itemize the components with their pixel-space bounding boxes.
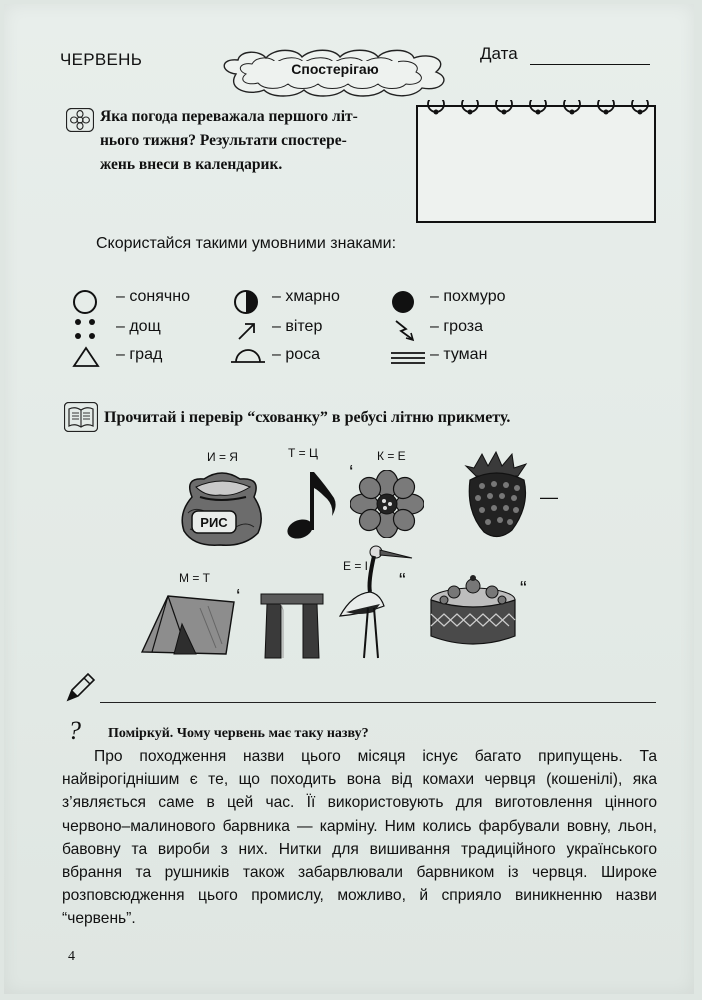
rebus-rule: Т = Ц (288, 446, 318, 460)
workbook-page (4, 4, 694, 994)
legend-label: – гроза (430, 318, 484, 335)
weather-calendar[interactable] (416, 100, 656, 224)
wind-arrow-icon (236, 320, 258, 342)
month-title: ЧЕРВЕНЬ (60, 50, 143, 69)
task-think-title: Поміркуй. Чому червень має таку назву? (108, 726, 369, 741)
date-field[interactable] (530, 64, 650, 65)
legend-label: – похмуро (430, 288, 506, 305)
question-line: жень внеси в календарик. (100, 156, 283, 173)
task-weather-question (100, 105, 400, 177)
legend-hint: Скористайся такими умовними знаками: (96, 235, 397, 252)
explanation-paragraph: Про походження назви цього місяця існує багато припущень. Та найвірогіднішим є те, що походить вона від комахи червця (кошенілі), яка з’являється саме в цей час. Її використовують для виготовлення цінного червоно–малинового барвника — карміну. Ним колись фарбували вовну, льон, бавовну та вироби з них. Нитки для вишивання традиційного українського вбрання та рушників також забарвлювали барвником із червця. Широке розповсюдження цього промислу, можливо, й сприяло виникненню назви “червень”. (62, 748, 657, 928)
sun-circle-icon (72, 289, 98, 315)
rebus-rule: И = Я (207, 450, 238, 464)
flower-icon (66, 108, 94, 132)
rebus-rule: Е = І (343, 559, 369, 573)
answer-line[interactable] (100, 702, 656, 703)
date-label: Дата (480, 44, 518, 63)
legend-label: – дощ (116, 318, 161, 335)
tent-picture (138, 586, 241, 660)
music-note-picture (284, 466, 342, 542)
letter-p-picture (259, 590, 325, 660)
rebus-rule: М = Т (179, 571, 211, 585)
task-rebus-title: Прочитай і перевір “схованку” в ребусі літню прикмету. (104, 409, 511, 426)
raspberry-picture (462, 450, 532, 542)
rebus-comma: ‘ (349, 462, 354, 484)
filled-circle-icon (390, 289, 416, 315)
cake-picture (424, 570, 522, 652)
pen-icon (64, 672, 96, 704)
book-icon (64, 402, 98, 432)
dew-icon (230, 346, 266, 366)
rice-bag-picture (174, 467, 270, 547)
legend-label: – хмарно (272, 288, 340, 305)
legend-label: – роса (272, 346, 321, 363)
rebus-dash: — (540, 487, 558, 507)
stork-picture (334, 542, 414, 660)
question-mark-icon: ? (68, 716, 81, 745)
rebus-comma: “ (399, 570, 406, 592)
legend-label: – град (116, 346, 163, 363)
banner-title: Спостерігаю (291, 61, 379, 77)
question-line: Яка погода переважала першого літ- (100, 108, 358, 125)
rebus-comma: ‘ (236, 586, 241, 608)
rebus-rule: К = Е (377, 449, 406, 463)
page-number: 4 (68, 949, 75, 964)
fog-lines-icon (390, 350, 426, 366)
half-circle-icon (233, 289, 259, 315)
legend-label: – вітер (272, 318, 323, 335)
bag-label: РИС (200, 515, 228, 530)
legend-label: – туман (430, 346, 488, 363)
legend-label: – сонячно (116, 288, 190, 305)
flower-picture (350, 470, 424, 538)
rebus-comma: “ (520, 578, 527, 600)
lightning-icon (392, 318, 416, 342)
hail-triangle-icon (72, 345, 100, 369)
question-line: нього тижня? Результати спостере- (100, 132, 347, 149)
rain-dots-icon (72, 316, 98, 342)
